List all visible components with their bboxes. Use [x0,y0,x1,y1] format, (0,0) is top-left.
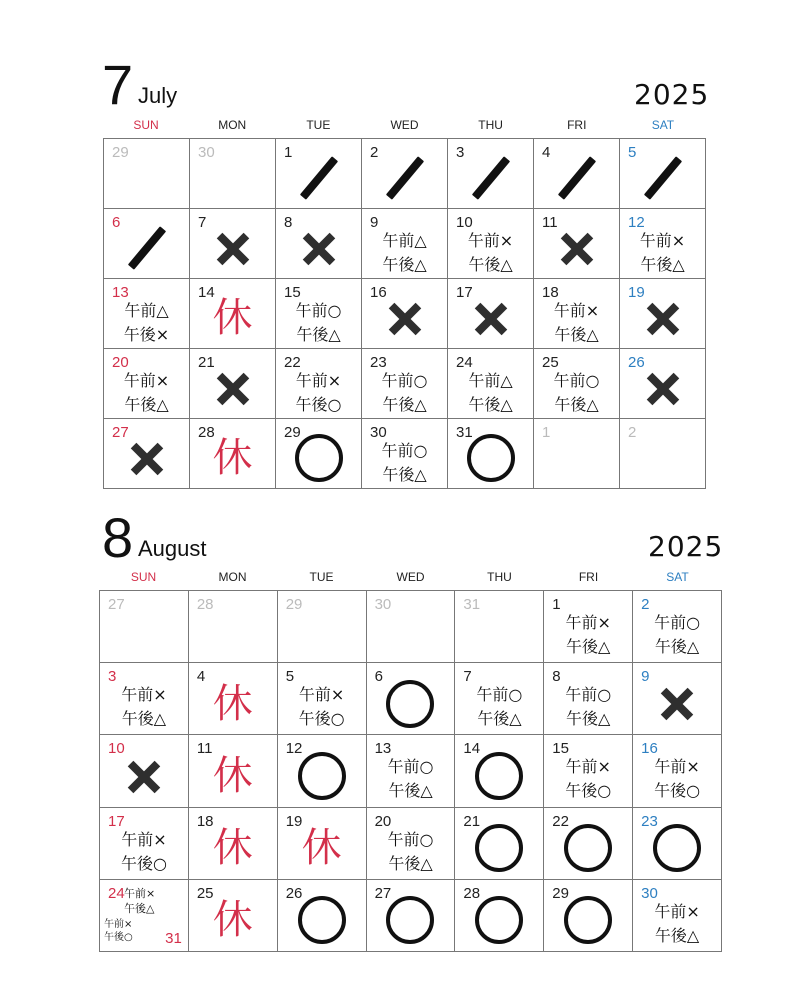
day-cell[interactable] [278,880,367,952]
year-label: 2025 [648,530,724,563]
day-number: 5 [628,144,637,161]
afternoon-status: 午後△ [388,853,433,873]
day-cell[interactable] [190,419,276,489]
day-number: 29 [285,596,303,613]
day-cell[interactable] [276,279,362,349]
day-cell[interactable] [104,139,190,209]
day-cell[interactable] [448,139,534,209]
day-cell[interactable] [448,349,534,419]
weekday-thu: THU [478,118,503,132]
day-number: 1 [552,596,561,613]
day-number: 27 [112,424,129,441]
day-number: 24 [456,354,473,371]
day-number: 5 [285,668,295,686]
day-number: 11 [196,740,213,758]
day-number: 22 [552,812,569,830]
day-number: 12 [628,214,645,231]
day-cell[interactable] [367,663,456,735]
weekday-fri: FRI [567,118,587,132]
day-cell[interactable] [189,808,278,880]
afternoon-status: 午後△ [121,709,167,729]
afternoon-status: 午後△ [654,925,700,945]
morning-status: 午前○ [387,757,434,777]
morning-status: 午前△ [468,371,513,390]
day-number: 18 [196,812,214,830]
morning-status: 午前× [467,231,514,250]
weekday-mon: MON [218,570,247,584]
day-number: 14 [463,740,481,758]
morning-status: 午前× [565,613,611,632]
day-cell[interactable] [633,735,722,807]
circle-mark-icon [564,824,612,872]
morning-status: 午前× [553,301,600,320]
calendar-grid [103,138,706,489]
day-number: 21 [198,354,215,371]
day-number: 25 [196,884,214,902]
afternoon-status: 午後△ [554,325,599,344]
afternoon-status: 午後△ [388,781,433,801]
weekday-tue: TUE [306,118,331,132]
august-calendar [0,500,800,1000]
cross-mark-icon [300,230,338,268]
day-cell[interactable] [620,139,706,209]
year-label: 2025 [634,78,710,111]
day-number: 17 [108,812,125,830]
day-cell[interactable] [544,591,633,663]
day-cell[interactable] [100,880,189,952]
weekday-tue: TUE [309,570,334,584]
day-number: 19 [628,284,645,301]
afternoon-status: 午後△ [554,395,599,414]
cross-mark-icon [658,685,696,723]
day-cell[interactable] [455,663,544,735]
afternoon-status: 午後○ [104,931,133,943]
day-number: 29 [112,144,129,161]
morning-status: 午前○ [381,371,428,390]
cross-mark-icon [644,370,682,408]
day-cell[interactable] [189,880,278,952]
circle-mark-icon [298,896,346,944]
weekday-header [99,570,722,584]
day-number: 18 [542,284,559,301]
afternoon-status: 午後△ [124,901,155,915]
day-number: 20 [374,812,392,830]
day-cell[interactable] [367,808,456,880]
holiday-label: 休 [212,680,253,727]
day-number: 19 [285,812,303,830]
schedule-text [278,683,366,731]
day-cell[interactable] [448,279,534,349]
holiday-label: 休 [212,825,253,872]
day-cell[interactable] [620,209,706,279]
day-cell[interactable] [534,209,620,279]
circle-mark-icon [653,824,701,872]
day-cell[interactable] [544,880,633,952]
holiday-label: 休 [301,825,342,872]
day-cell[interactable] [278,808,367,880]
day-number: 13 [112,284,129,301]
schedule-text [367,828,455,876]
morning-status: 午前× [654,901,700,921]
schedule-text [124,886,188,916]
day-number: 27 [374,884,392,902]
day-cell[interactable] [362,279,448,349]
day-cell[interactable] [362,139,448,209]
afternoon-status: 午後△ [640,255,685,274]
schedule-text [100,683,188,731]
day-number: 17 [456,284,473,301]
day-number: 31 [456,424,473,441]
day-number: 2 [628,424,637,441]
day-number: 10 [456,214,473,231]
day-number: 31 [165,929,182,947]
day-number: 6 [112,214,121,231]
day-number: 7 [463,668,472,686]
day-cell[interactable] [100,808,189,880]
day-number: 3 [108,668,117,686]
morning-status: 午前× [295,371,342,390]
weekday-header [103,118,706,132]
day-number: 30 [198,144,215,161]
afternoon-status: 午後○ [295,395,342,414]
schedule-text [100,828,188,876]
day-cell[interactable] [455,591,544,663]
cross-mark-icon [644,300,682,338]
day-cell[interactable] [189,735,278,807]
day-cell[interactable] [448,419,534,489]
day-number: 2 [370,144,379,161]
day-number: 8 [284,214,293,231]
day-number: 10 [108,740,125,758]
afternoon-status: 午後○ [120,853,167,873]
day-cell[interactable] [278,735,367,807]
morning-status: 午前× [298,685,345,705]
schedule-text [362,439,447,487]
day-number: 31 [463,596,481,613]
schedule-text [448,369,533,417]
holiday-label: 休 [212,897,253,944]
schedule-text [620,229,705,277]
weekday-sat: SAT [666,570,689,584]
day-cell[interactable] [367,880,456,952]
day-cell[interactable] [534,279,620,349]
day-number: 4 [196,668,206,686]
day-cell[interactable] [100,591,189,663]
afternoon-status: 午後△ [654,637,700,656]
day-cell[interactable] [104,419,190,489]
day-number: 14 [198,284,215,301]
schedule-text [633,755,721,803]
schedule-text [448,229,533,277]
morning-status: 午前× [565,757,611,777]
day-number: 7 [198,214,207,231]
day-cell[interactable] [190,209,276,279]
day-cell[interactable] [620,419,706,489]
morning-status: 午前× [121,829,167,849]
morning-status: 午前× [121,685,167,705]
day-cell[interactable] [278,591,367,663]
afternoon-status: 午後△ [296,325,341,344]
morning-status: 午前○ [295,301,342,320]
day-number: 30 [374,596,392,613]
morning-status: 午前△ [124,301,169,320]
cross-mark-icon [472,300,510,338]
holiday-label: 休 [212,295,253,342]
day-cell[interactable] [276,209,362,279]
day-number: 9 [370,214,379,231]
day-number: 12 [285,740,303,758]
afternoon-status: 午後△ [382,395,427,414]
slash-mark-icon [385,156,423,199]
cross-mark-icon [125,758,163,796]
schedule-text [362,229,447,277]
day-cell[interactable] [544,808,633,880]
day-cell[interactable] [534,139,620,209]
schedule-text [544,755,632,803]
day-number: 24 [108,884,125,902]
circle-mark-icon [386,680,434,728]
circle-mark-icon [295,434,343,482]
circle-mark-icon [475,824,523,872]
morning-status: 午前× [123,371,170,390]
day-cell[interactable] [189,591,278,663]
day-number: 28 [463,884,481,902]
schedule-text [633,611,721,659]
day-number: 4 [542,144,551,161]
day-cell[interactable] [455,808,544,880]
weekday-sun: SUN [130,570,157,584]
day-cell[interactable] [544,663,633,735]
cross-mark-icon [386,300,424,338]
weekday-wed: WED [396,570,425,584]
morning-status: 午前○ [381,441,428,460]
day-cell[interactable] [362,419,448,489]
day-cell[interactable] [104,209,190,279]
day-number: 29 [552,884,569,902]
day-cell[interactable] [633,591,722,663]
weekday-fri: FRI [578,570,599,584]
day-number: 23 [370,354,387,371]
morning-status: 午前○ [565,685,612,705]
day-number: 1 [542,424,551,441]
schedule-text [633,900,721,948]
schedule-text [276,369,361,417]
day-cell[interactable] [620,349,706,419]
day-cell[interactable] [534,349,620,419]
morning-status: 午前○ [553,371,600,390]
day-number: 20 [112,354,129,371]
cross-mark-icon [214,230,252,268]
day-cell[interactable] [455,880,544,952]
afternoon-status: 午後△ [477,709,522,729]
circle-mark-icon [386,896,434,944]
day-number: 30 [370,424,387,441]
day-cell[interactable] [276,419,362,489]
weekday-mon: MON [218,118,247,132]
day-number: 11 [542,214,558,231]
day-number: 9 [641,668,650,686]
day-cell[interactable] [620,279,706,349]
day-cell[interactable] [544,735,633,807]
day-number: 23 [641,812,658,830]
day-cell[interactable] [190,279,276,349]
weekday-sat: SAT [651,118,675,132]
slash-mark-icon [557,156,595,199]
afternoon-status: 午後○ [298,709,345,729]
afternoon-status: 午後△ [382,255,427,274]
afternoon-status: 午後△ [468,255,513,274]
afternoon-status: 午後△ [566,709,611,729]
morning-status: 午前○ [476,685,523,705]
day-cell[interactable] [190,139,276,209]
day-cell[interactable] [455,735,544,807]
cross-mark-icon [214,370,252,408]
day-cell[interactable] [367,735,456,807]
day-cell[interactable] [633,880,722,952]
day-number: 13 [374,740,392,758]
day-number: 26 [628,354,645,371]
weekday-sun: SUN [133,118,159,132]
afternoon-status: 午後△ [566,637,611,656]
day-number: 26 [285,884,303,902]
cross-mark-icon [128,440,166,478]
day-cell[interactable] [100,663,189,735]
day-cell[interactable] [367,591,456,663]
day-cell[interactable] [190,349,276,419]
circle-mark-icon [475,896,523,944]
schedule-text [544,611,632,659]
schedule-text [367,755,455,803]
morning-status: 午前× [639,231,686,250]
circle-mark-icon [298,752,346,800]
day-cell[interactable] [362,349,448,419]
day-cell[interactable] [100,735,189,807]
day-cell[interactable] [278,663,367,735]
circle-mark-icon [475,752,523,800]
day-number: 29 [284,424,301,441]
day-number: 16 [370,284,387,301]
schedule-text [455,683,543,731]
day-number: 3 [456,144,465,161]
day-cell[interactable] [189,663,278,735]
day-number: 28 [198,424,215,441]
morning-status: 午前× [104,918,133,930]
cross-mark-icon [558,230,596,268]
morning-status: 午前× [654,757,700,777]
afternoon-status: 午後○ [654,781,701,801]
morning-status: 午前△ [382,231,427,250]
day-number: 27 [108,596,125,613]
day-number: 2 [641,596,650,613]
schedule-text [534,299,619,347]
calendar-grid [99,590,722,952]
month-number: 8 [102,506,134,569]
day-number: 1 [284,144,293,161]
morning-status: 午前○ [654,613,701,632]
day-cell[interactable] [362,209,448,279]
schedule-text [544,683,632,731]
month-name: August [138,536,207,561]
holiday-label: 休 [212,435,253,482]
day-cell[interactable] [276,349,362,419]
afternoon-status: 午後△ [124,395,169,414]
day-cell[interactable] [104,349,190,419]
slash-mark-icon [643,156,681,199]
afternoon-status: 午後△ [468,395,513,414]
circle-mark-icon [564,896,612,944]
afternoon-status: 午後○ [565,781,612,801]
schedule-text [104,299,189,347]
day-cell[interactable] [633,663,722,735]
day-cell[interactable] [276,139,362,209]
holiday-label: 休 [212,752,253,799]
weekday-wed: WED [390,118,419,132]
day-cell[interactable] [534,419,620,489]
schedule-text [534,369,619,417]
schedule-text [104,369,189,417]
day-cell[interactable] [448,209,534,279]
schedule-text [362,369,447,417]
month-name: July [138,83,178,108]
day-number: 25 [542,354,559,371]
slash-mark-icon [471,156,509,199]
month-number: 7 [102,53,134,116]
morning-status: 午前× [124,886,156,900]
afternoon-status: 午後× [123,325,170,344]
afternoon-status: 午後△ [382,465,427,484]
day-number: 22 [284,354,301,371]
slash-mark-icon [127,226,165,269]
day-number: 16 [641,740,658,758]
circle-mark-icon [467,434,515,482]
morning-status: 午前○ [387,829,434,849]
day-number: 30 [641,884,658,902]
schedule-text [276,299,361,347]
slash-mark-icon [299,156,337,199]
day-number: 6 [374,668,383,686]
day-cell[interactable] [104,279,190,349]
day-number: 15 [552,740,569,758]
day-number: 15 [284,284,301,301]
day-number: 21 [463,812,481,830]
day-number: 8 [552,668,561,686]
weekday-thu: THU [487,570,512,584]
day-number: 28 [196,596,214,613]
day-cell[interactable] [633,808,722,880]
